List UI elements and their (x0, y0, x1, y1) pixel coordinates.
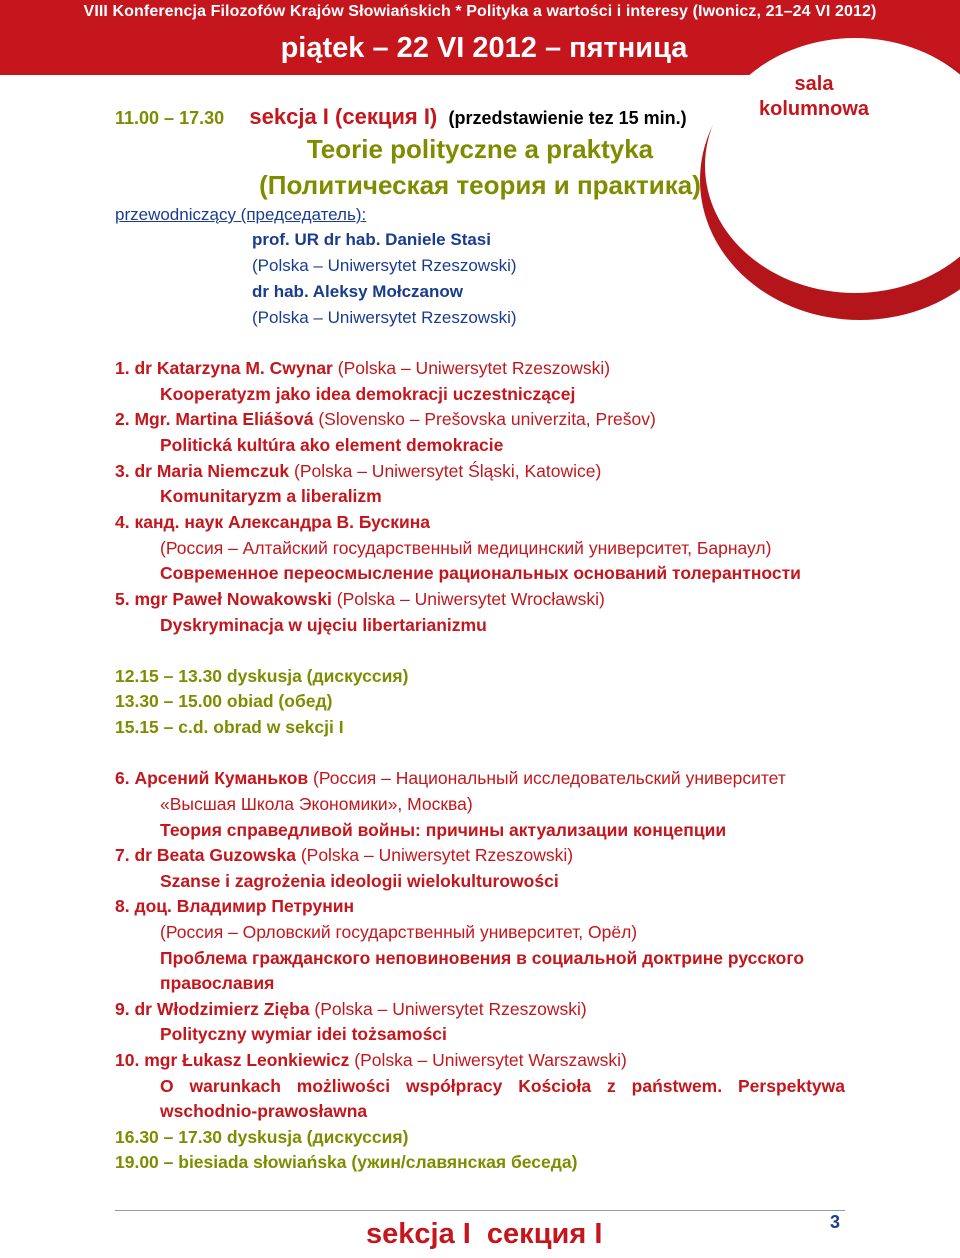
talk-speaker-line (115, 896, 354, 917)
break-discussion: 12.15 – 13.30 dyskusja (дискуссия) (115, 666, 409, 686)
talk-speaker: dr Beata Guzowska (134, 845, 296, 865)
talk-title: O warunkach możliwości współpracy Kościoła z państwem. Perspektywa (160, 1076, 845, 1096)
talk-title: Dyskryminacja w ujęciu libertarianizmu (160, 615, 487, 635)
talk-speaker: dr Maria Niemczuk (134, 461, 290, 481)
talk-affiliation: (Polska – Uniwersytet Rzeszowski) (314, 999, 587, 1019)
day-ru: пятница (569, 32, 688, 64)
talk-title: Polityczny wymiar idei tożsamości (160, 1024, 447, 1044)
talk-number: 7. (115, 845, 130, 865)
footer-divider (115, 1210, 845, 1211)
session-time: 11.00 – 17.30 (115, 108, 225, 128)
page-number: 3 (830, 1212, 841, 1232)
chair-name: prof. UR dr hab. Daniele Stasi (252, 230, 491, 249)
talk-number: 1. (115, 358, 130, 378)
day-title (0, 32, 960, 65)
talk-number: 5. (115, 589, 130, 609)
session-theme-pl: Teorie polityczne a praktyka (306, 134, 654, 164)
talk-title: Проблема гражданского неповиновения в социальной доктрине русского (160, 948, 805, 968)
room-line2: kolumnowa (758, 98, 869, 120)
conference-title: VIII Konferencja Filozofów Krajów Słowiańskich * Polityka a wartości i interesy (Iwonicz, 21–24 VI 2012) (83, 3, 877, 20)
talk-affiliation: (Slovensko – Prešovska univerzita, Prešov) (318, 409, 656, 429)
talk-affiliation: (Polska – Uniwersytet Wrocławski) (336, 589, 605, 609)
session-name: sekcja I (секция I) (249, 104, 438, 129)
talk-speaker-line (115, 409, 656, 430)
talk-title: Politická kultúra ako element demokracie (160, 435, 504, 455)
talk-affiliation: (Polska – Uniwersytet Rzeszowski) (300, 845, 574, 865)
talk-speaker: Mgr. Martina Eliášová (134, 409, 314, 429)
talk-affiliation-cont: «Высшая Школа Экономики», Москва) (160, 794, 473, 814)
session-header (115, 104, 687, 130)
talk-speaker: mgr Łukasz Leonkiewicz (144, 1050, 350, 1070)
talk-speaker-line (115, 358, 610, 379)
talk-number: 4. (115, 512, 130, 532)
talk-title: Современное переосмысление рациональных оснований толерантности (160, 563, 801, 583)
talk-title-cont: православия (160, 973, 275, 993)
room-line1: sala (794, 73, 834, 95)
talk-speaker-line (115, 768, 786, 789)
talk-number: 10. (115, 1050, 140, 1070)
talk-speaker-line (115, 461, 601, 482)
talk-speaker-line (115, 589, 605, 610)
talk-number: 2. (115, 409, 130, 429)
talk-affiliation: (Polska – Uniwersytet Śląski, Katowice) (294, 461, 602, 481)
talk-speaker: dr Katarzyna M. Cwynar (134, 358, 333, 378)
talk-number: 8. (115, 896, 130, 916)
talk-speaker: Арсений Куманьков (134, 768, 309, 788)
break-lunch: 13.30 – 15.00 obiad (обед) (115, 691, 333, 711)
chairs-label: przewodniczący (председатель): (115, 205, 367, 224)
closing-dinner: 19.00 – biesiada słowiańska (ужин/славянская беседа) (115, 1152, 578, 1172)
talk-speaker: mgr Paweł Nowakowski (134, 589, 332, 609)
session-theme-ru: (Политическая теория и практика) (259, 170, 701, 200)
talk-affiliation: (Polska – Uniwersytet Rzeszowski) (337, 358, 611, 378)
day-pl: piątek – 22 VI 2012 – (280, 32, 562, 64)
talk-title: Теория справедливой войны: причины актуализации концепции (160, 820, 727, 840)
talk-number: 6. (115, 768, 130, 788)
talk-title: Kooperatyzm jako idea demokracji uczestniczącej (160, 384, 576, 404)
session-note: (przedstawienie tez 15 min.) (448, 108, 687, 128)
talk-number: 9. (115, 999, 130, 1019)
talk-title: Szanse i zagrożenia ideologii wielokulturowości (160, 871, 559, 891)
talk-speaker-line (115, 845, 573, 866)
closing-discussion: 16.30 – 17.30 dyskusja (дискуссия) (115, 1127, 409, 1147)
chair-affiliation: (Polska – Uniwersytet Rzeszowski) (252, 256, 517, 275)
talk-affiliation: (Россия – Национальный исследовательский университет (313, 768, 786, 788)
talk-speaker: канд. наук Александра В. Бускина (134, 512, 431, 532)
talk-number: 3. (115, 461, 130, 481)
talk-affiliation: (Polska – Uniwersytet Warszawski) (354, 1050, 627, 1070)
talk-speaker: dr Włodzimierz Zięba (134, 999, 310, 1019)
break-resume: 15.15 – c.d. obrad w sekcji I (115, 717, 344, 737)
talk-speaker: доц. Владимир Петрунин (134, 896, 355, 916)
chair-name: dr hab. Aleksy Mołczanow (252, 282, 463, 301)
talk-speaker-line (115, 512, 430, 533)
talk-speaker-line (115, 999, 587, 1020)
talk-speaker-line (115, 1050, 627, 1071)
room-label (735, 72, 893, 122)
chair-affiliation: (Polska – Uniwersytet Rzeszowski) (252, 308, 517, 327)
talk-title-cont: wschodnio-prawosławna (160, 1101, 368, 1121)
talk-affiliation: (Россия – Орловский государственный университет, Орёл) (160, 922, 638, 942)
talk-title: Komunitaryzm a liberalizm (160, 486, 382, 506)
footer-section: sekcja I секция I (366, 1218, 603, 1250)
talk-affiliation: (Россия – Алтайский государственный медицинский университет, Барнаул) (160, 538, 772, 558)
